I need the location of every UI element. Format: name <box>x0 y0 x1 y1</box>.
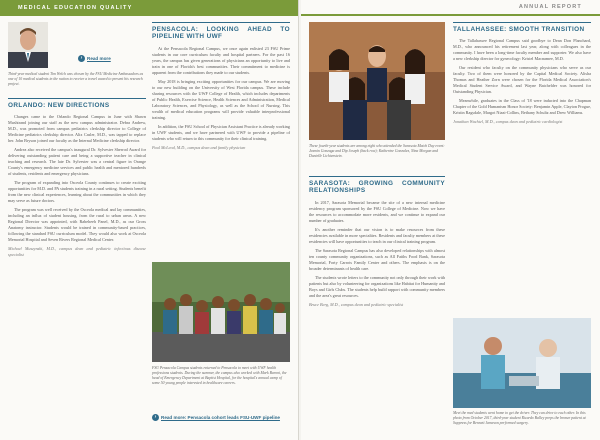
read-more-link-1[interactable] <box>78 55 111 62</box>
pensacola-paragraph: May 2018 is bringing exciting opportunities for our campus. We are moving to our new building on the University of West Florida campus. These include sharing resources with the UWF College of Health, which includes departments of Public Health, Exercise Science, Health Sciences and Administration, Medical Laboratory Sciences, and Physiology, as well as the School of Nursing. This wealth of medical education programs will provide valuable interprofessional training. <box>152 78 290 120</box>
student-portrait <box>8 22 48 68</box>
tallahassee-title: TALLAHASSEE: SMOOTH TRANSITION <box>453 22 591 33</box>
right-page <box>301 0 600 440</box>
tallahassee-section <box>453 22 591 128</box>
left-page <box>0 0 299 440</box>
orlando-paragraph: Changes came to the Orlando Regional Campus in June with Shawn Mushtrand joining our staff as the new campus administrator. Debra Andrew, M.D., was promoted from campus pediatrics clerkship director to College of Medicine pediatrics clerkship director. Alix Casler, M.D., was tapped to replace her. John Bryson joined our faculty as the Internal Medicine clerkship director. <box>8 114 146 144</box>
orlando-paragraph: The program was well received by the Osceola medical and lay communities, including an influx of student housing, from the rural to urban areas. A new Regional Director was appointed, with Rabeheeh Panel, M.D., as our Gross Anatomy instructor. Students would be trained in community-based practices, following the standard FSU curriculum model. They would also work at Osceola Memorial Hospital and Seven Rivers Regional Medical Center. <box>8 207 146 243</box>
portrait-caption: Third-year medical student Tim Welch was chosen by the FSU Medicine Ambassadors as one of 10 medical students in the nation to receive a travel award to present his research project. <box>8 72 144 86</box>
sarasota-paragraph: The Sarasota Regional Campus has also developed relationships with almost ten county community organizations, such as All Faiths Food Bank, Sarasota Memorial, Forty Carrots Family Center and others. The emphasis is on the broader determinants of health care. <box>309 247 445 271</box>
pensacola-section <box>152 22 290 154</box>
students-photo-caption: These fourth-year students are among eight who attended the Sarasota Match Day event: Jasmin Gonzaga and Dip Joseph (back row); Katherine Gonzalez, Nina Morgan and Danielle Lichtenstein. <box>309 144 445 158</box>
pensacola-paragraph: In addition, the FSU School of Physician Assistant Practice is already working in UWF students, and we have partnered with UWF to provide a pipeline of students who will return to this community for their clinical training. <box>152 123 290 141</box>
orlando-section <box>8 98 146 261</box>
orlando-signature: Michael Muszynski, M.D., campus dean and pediatric infectious disease specialist <box>8 246 146 258</box>
read-more-link-2[interactable] <box>152 414 292 421</box>
orlando-paragraph: The program of expanding into Osceola County continues to create exciting opportunities for M.D. and PA students training in a rural setting. Students benefit from the new clinical experiences, learning about the communities in which they may serve as future doctors. <box>8 180 146 204</box>
tallahassee-paragraph: The Tallahassee Regional Campus said goodbye to Dean Don Planchard, M.D., who announced his retirement last year, along with colleagues in the community. I have been a long-time faculty member and supporter. We also have a new clerkship director for gynecology: Kristel Macnamee, M.D. <box>453 38 591 62</box>
tallahassee-surgery-photo <box>453 318 591 408</box>
sarasota-students-photo <box>309 22 445 140</box>
right-header-bar <box>301 0 600 16</box>
read-more-label-2: Read more: Pensacola cohort leads FSU-UWF pipeline <box>161 415 280 420</box>
group-photo-caption: FSU Pensacola Campus students returned to Pensacola to meet with UWF health professions students. During the summer, the campus also worked with Mark Baroni, the head of Emergency Department at Baptist Hospital, for the hospital's annual camp of some 50 young people interested in healthcare careers. <box>152 366 287 385</box>
orlando-paragraph: Andrea also received the campus's inaugural Dr. Sylvester Sherrod Award for delivering outstanding patient care and being a supportive teacher in clinical teaching and research. The late Dr. Sylvester was a central figure in Orange County's emergency medicine services and public health and mentored hundreds of students, residents and emergency physicians. <box>8 147 146 177</box>
arrow-right-icon: › <box>78 55 85 62</box>
sarasota-paragraph: In 2017, Sarasota Memorial became the site of a new internal medicine residency program sponsored by the FSU College of Medicine. Now we have the resources to accommodate more residents, and we continue to expand our number of graduates. <box>309 199 445 223</box>
sarasota-paragraph: It's another reminder that our vision is to make resources from these residencies available in more specialties. Residents and faculty members at these residencies will have opportunities to teach in our clinical training program. <box>309 226 445 244</box>
sarasota-signature: Bruce Berg, M.D., campus dean and pediatric specialist <box>309 301 404 307</box>
sarasota-paragraph: The students wrote letters to the community not only through their work with patients but also by volunteering for organizations like Habitat for Humanity and Boys and Girls Clubs. The students help build rapport with community members and the area's great resources. <box>309 274 445 298</box>
sarasota-title: SARASOTA: GROWING COMMUNITY RELATIONSHIPS <box>309 176 445 195</box>
tallahassee-signature: Jonathan Wachtel, M.D., campus dean and pediatric cardiologist <box>453 119 563 125</box>
sarasota-section <box>309 176 445 311</box>
pensacola-group-photo <box>152 262 290 362</box>
pensacola-paragraph: At the Pensacola Regional Campus, we once again enlisted 23 FSU Prime students in our core curriculum faculty and hospital partners. For the past 16 years, the campus has given generations of physicians an opportunity to live and train in one of Florida's best communities. Their commitment to medicine is apparent from the contributions they made to our students. <box>152 45 290 75</box>
left-header-title: MEDICAL EDUCATION QUALITY <box>18 5 133 11</box>
tallahassee-paragraph: Our resident who faculty on the community physicians who serve as our faculty. Two of them were honored by the Capital Medical Society. Alisha Thomas and Heather Zorn were chosen for the Florida Medical Association's Medical Student Service Award, and Wayne Batchelder was honored for Outstanding Physician. <box>453 65 591 95</box>
surgery-photo-caption: Meet the med students went home to get the driver. They can drive to each other. In this photo from October 2017, third-year student Ricardo Balley preps the bronze patient at Suppress for Bennett Jameson performed surgery. <box>453 411 586 425</box>
right-header-title: ANNUAL REPORT <box>518 4 582 10</box>
arrow-right-icon: › <box>152 414 159 421</box>
left-header-bar <box>0 0 298 16</box>
pensacola-title: PENSACOLA: LOOKING AHEAD TO PIPELINE WITH UWF <box>152 22 290 41</box>
orlando-title: ORLANDO: NEW DIRECTIONS <box>8 98 146 109</box>
pensacola-signature: Paul McLeod, M.D., campus dean and family physician <box>152 144 246 150</box>
read-more-label-1: Read more <box>87 56 111 61</box>
tallahassee-paragraph: Meanwhile, graduates in the Class of '18 were inducted into the Chapman Chapter of the Gold Humanism Honor Society: Benjamin Apple, Clayton Progue, Kristin Ragsdale, Margot Niazi-Collins, Bethany Schultz and Drew Williams. <box>453 98 591 116</box>
